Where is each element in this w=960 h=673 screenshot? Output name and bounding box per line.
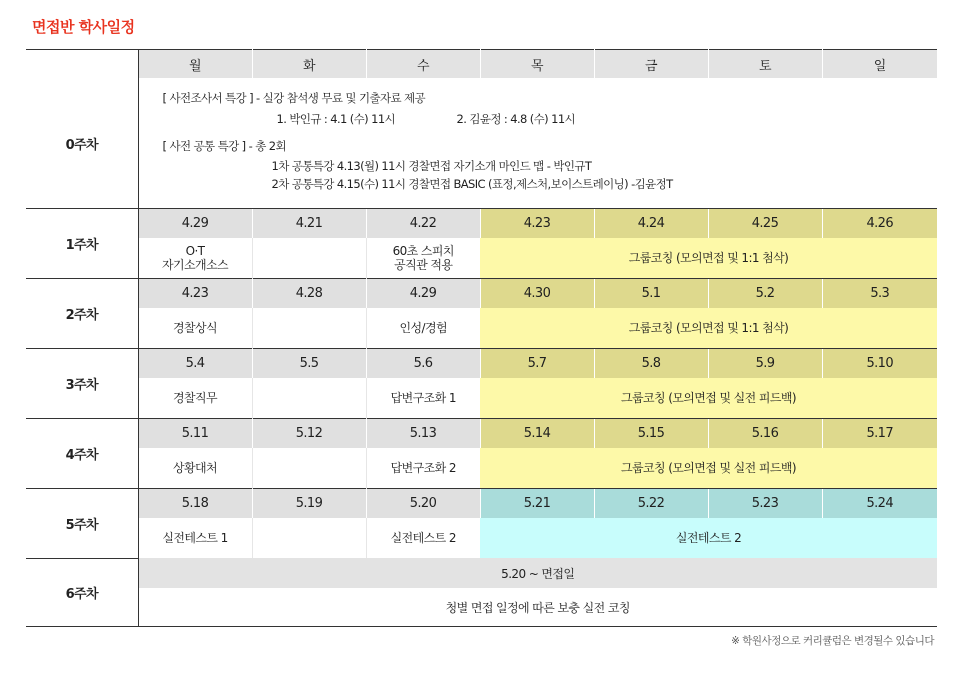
date-cell: 4.23 [138,279,252,309]
wednesday-activity: 인성/경험 [366,308,480,349]
week-label: 0주차 [26,78,138,209]
date-cell: 5.22 [594,489,708,519]
group-coaching: 그룹코칭 (모의면접 및 1:1 첨삭) [480,238,937,279]
group-coaching: 그룹코칭 (모의면접 및 실전 피드백) [480,448,937,489]
common-lecture: [ 사전 공통 특강 ] - 총 2회 [162,139,286,153]
date-cell: 4.21 [252,209,366,239]
date-cell: 5.8 [594,349,708,379]
date-cell: 5.13 [366,419,480,449]
week-label: 6주차 [26,558,138,627]
week2-activity-row [26,308,937,349]
monday-activity: 경찰직무 [138,378,252,419]
date-cell: 5.19 [252,489,366,519]
monday-activity: 실전테스트 1 [138,518,252,558]
week-label: 2주차 [26,279,138,349]
pre-lecture-info [138,78,937,209]
date-cell: 5.23 [708,489,822,519]
group-coaching: 그룹코칭 (모의면접 및 1:1 첨삭) [480,308,937,349]
date-cell: 5.3 [822,279,937,309]
empty-cell [252,518,366,558]
week5-activity-row [26,518,937,558]
schedule-table [26,49,937,627]
wednesday-activity: 실전테스트 2 [366,518,480,558]
date-cell: 4.22 [366,209,480,239]
page-title: 면접반 학사일정 [32,18,135,36]
day-wed: 수 [366,50,480,79]
pre-survey-session-2: 2. 김윤정 : 4.8 (수) 11시 [456,112,576,126]
date-cell: 5.12 [252,419,366,449]
corner-cell [26,50,138,79]
monday-activity: 경찰상식 [138,308,252,349]
week6-top-row [26,558,937,588]
week6-bottom-row [26,588,937,627]
date-cell: 5.1 [594,279,708,309]
date-cell: 4.25 [708,209,822,239]
day-sat: 토 [708,50,822,79]
week-label: 3주차 [26,349,138,419]
date-cell: 5.10 [822,349,937,379]
date-cell: 5.18 [138,489,252,519]
monday-activity: O·T 자기소개소스 [138,238,252,279]
week3-activity-row [26,378,937,419]
common-lecture-2: 2차 공통특강 4.15(수) 11시 경찰면접 BASIC (표정,제스처,보이스트레이닝) -김윤정T [271,177,673,191]
week2-date-row [26,279,937,309]
week5-date-row [26,489,937,519]
date-cell: 5.7 [480,349,594,379]
week-label: 4주차 [26,419,138,489]
date-cell: 5.24 [822,489,937,519]
week3-date-row [26,349,937,379]
date-cell: 5.16 [708,419,822,449]
week1-date-row [26,209,937,239]
day-tue: 화 [252,50,366,79]
wednesday-activity: 답변구조화 1 [366,378,480,419]
week-label: 5주차 [26,489,138,559]
mock-test-block: 실전테스트 2 [480,518,937,558]
date-cell: 5.14 [480,419,594,449]
date-cell: 5.11 [138,419,252,449]
pre-survey-lecture: [ 사전조사서 특강 ] - 실강 참석생 무료 및 기출자료 제공 [162,91,426,105]
date-cell: 5.6 [366,349,480,379]
date-cell: 4.28 [252,279,366,309]
monday-activity: 상황대처 [138,448,252,489]
week4-date-row [26,419,937,449]
day-header-row [26,50,937,79]
date-cell: 5.15 [594,419,708,449]
wednesday-activity: 답변구조화 2 [366,448,480,489]
empty-cell [252,378,366,419]
group-coaching: 그룹코칭 (모의면접 및 실전 피드백) [480,378,937,419]
date-cell: 5.17 [822,419,937,449]
week4-activity-row [26,448,937,489]
supplementary-coaching: 청별 면접 일정에 따른 보충 실전 코칭 [138,588,937,627]
date-cell: 4.24 [594,209,708,239]
date-cell: 4.23 [480,209,594,239]
week0-row [26,78,937,209]
empty-cell [252,308,366,349]
date-cell: 5.5 [252,349,366,379]
date-cell: 4.29 [138,209,252,239]
date-cell: 4.30 [480,279,594,309]
date-cell: 5.21 [480,489,594,519]
date-cell: 5.9 [708,349,822,379]
week1-activity-row [26,238,937,279]
day-mon: 월 [138,50,252,79]
wednesday-activity: 60초 스피치 공직관 적용 [366,238,480,279]
date-cell: 5.20 [366,489,480,519]
date-cell: 4.26 [822,209,937,239]
day-fri: 금 [594,50,708,79]
day-thu: 목 [480,50,594,79]
date-cell: 4.29 [366,279,480,309]
empty-cell [252,448,366,489]
common-lecture-1: 1차 공통특강 4.13(월) 11시 경찰면접 자기소개 마인드 맵 - 박인규T [271,159,592,173]
date-cell: 5.4 [138,349,252,379]
day-sun: 일 [822,50,937,79]
week-label: 1주차 [26,209,138,279]
date-cell: 5.2 [708,279,822,309]
pre-survey-session-1: 1. 박인규 : 4.1 (수) 11시 [276,112,396,126]
footnote: ※ 학원사정으로 커리큘럼은 변경될수 있습니다 [731,635,934,647]
empty-cell [252,238,366,279]
interview-date: 5.20 ~ 면접일 [138,558,937,588]
